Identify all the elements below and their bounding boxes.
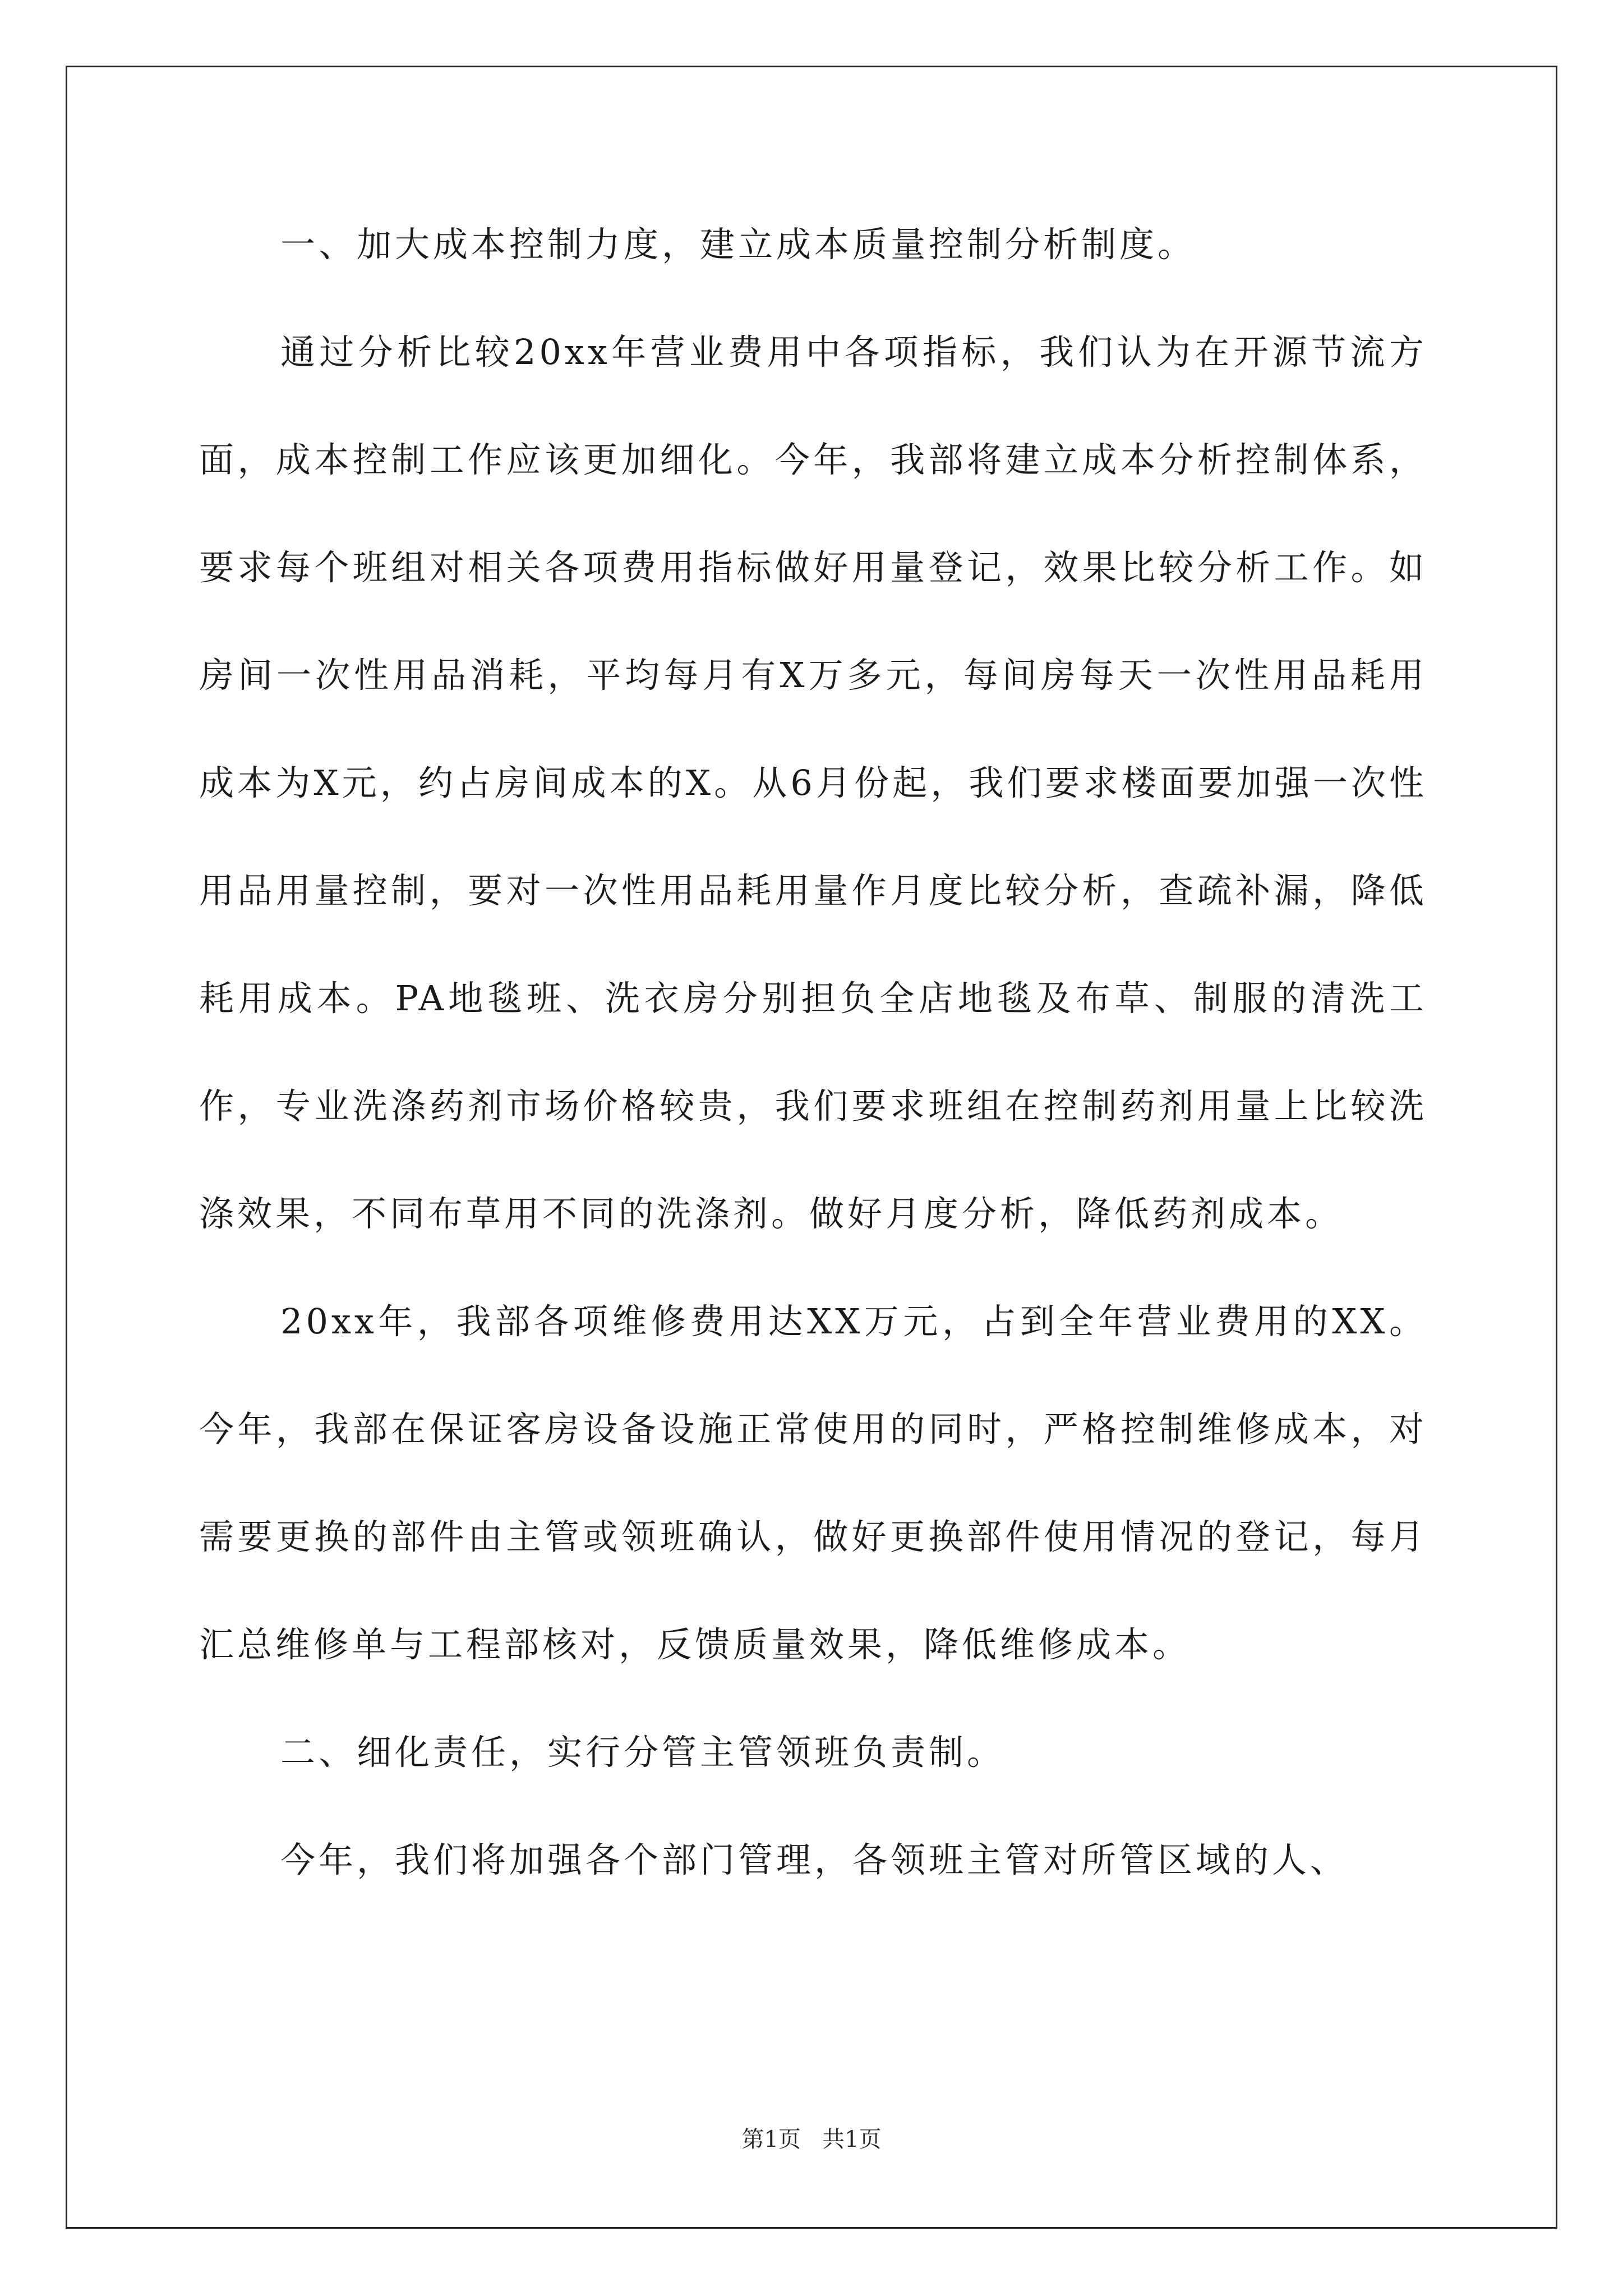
body-paragraph-1: 通过分析比较20xx年营业费用中各项指标，我们认为在开源节流方面，成本控制工作应该更加细化。今年，我部将建立成本分析控制体系，要求每个班组对相关各项费用指标做好用量登记，效果比较分析工作。如房间一次性用品消耗，平均每月有X万多元，每间房每天一次性用品耗用成本为X元，约占房间成本的X。从6月份起，我们要求楼面要加强一次性用品用量控制，要对一次性用品耗用量作月度比较分析，查疏补漏，降低耗用成本。PA地毯班、洗衣房分别担负全店地毯及布草、制服的清洗工作，专业洗涤药剂市场价格较贵，我们要求班组在控制药剂用量上比较洗涤效果，不同布草用不同的洗涤剂。做好月度分析，降低药剂成本。 — [199, 332, 1427, 1234]
document-body — [199, 191, 1427, 1914]
body-paragraph-3: 今年，我们将加强各个部门管理，各领班主管对所管区域的人、 — [280, 1839, 1349, 1880]
section-heading-2: 二、细化责任，实行分管主管领班负责制。 — [280, 1732, 1006, 1773]
body-paragraph-2: 20xx年，我部各项维修费用达XX万元，占到全年营业费用的XX。今年，我部在保证客房设备设施正常使用的同时，严格控制维修成本，对需要更换的部件由主管或领班确认，做好更换部件使用情况的登记，每月汇总维修单与工程部核对，反馈质量效果，降低维修成本。 — [199, 1301, 1427, 1665]
section-heading-1: 一、加大成本控制力度，建立成本质量控制分析制度。 — [280, 224, 1196, 265]
page-number-footer: 第1页 共1页 — [741, 2127, 882, 2152]
